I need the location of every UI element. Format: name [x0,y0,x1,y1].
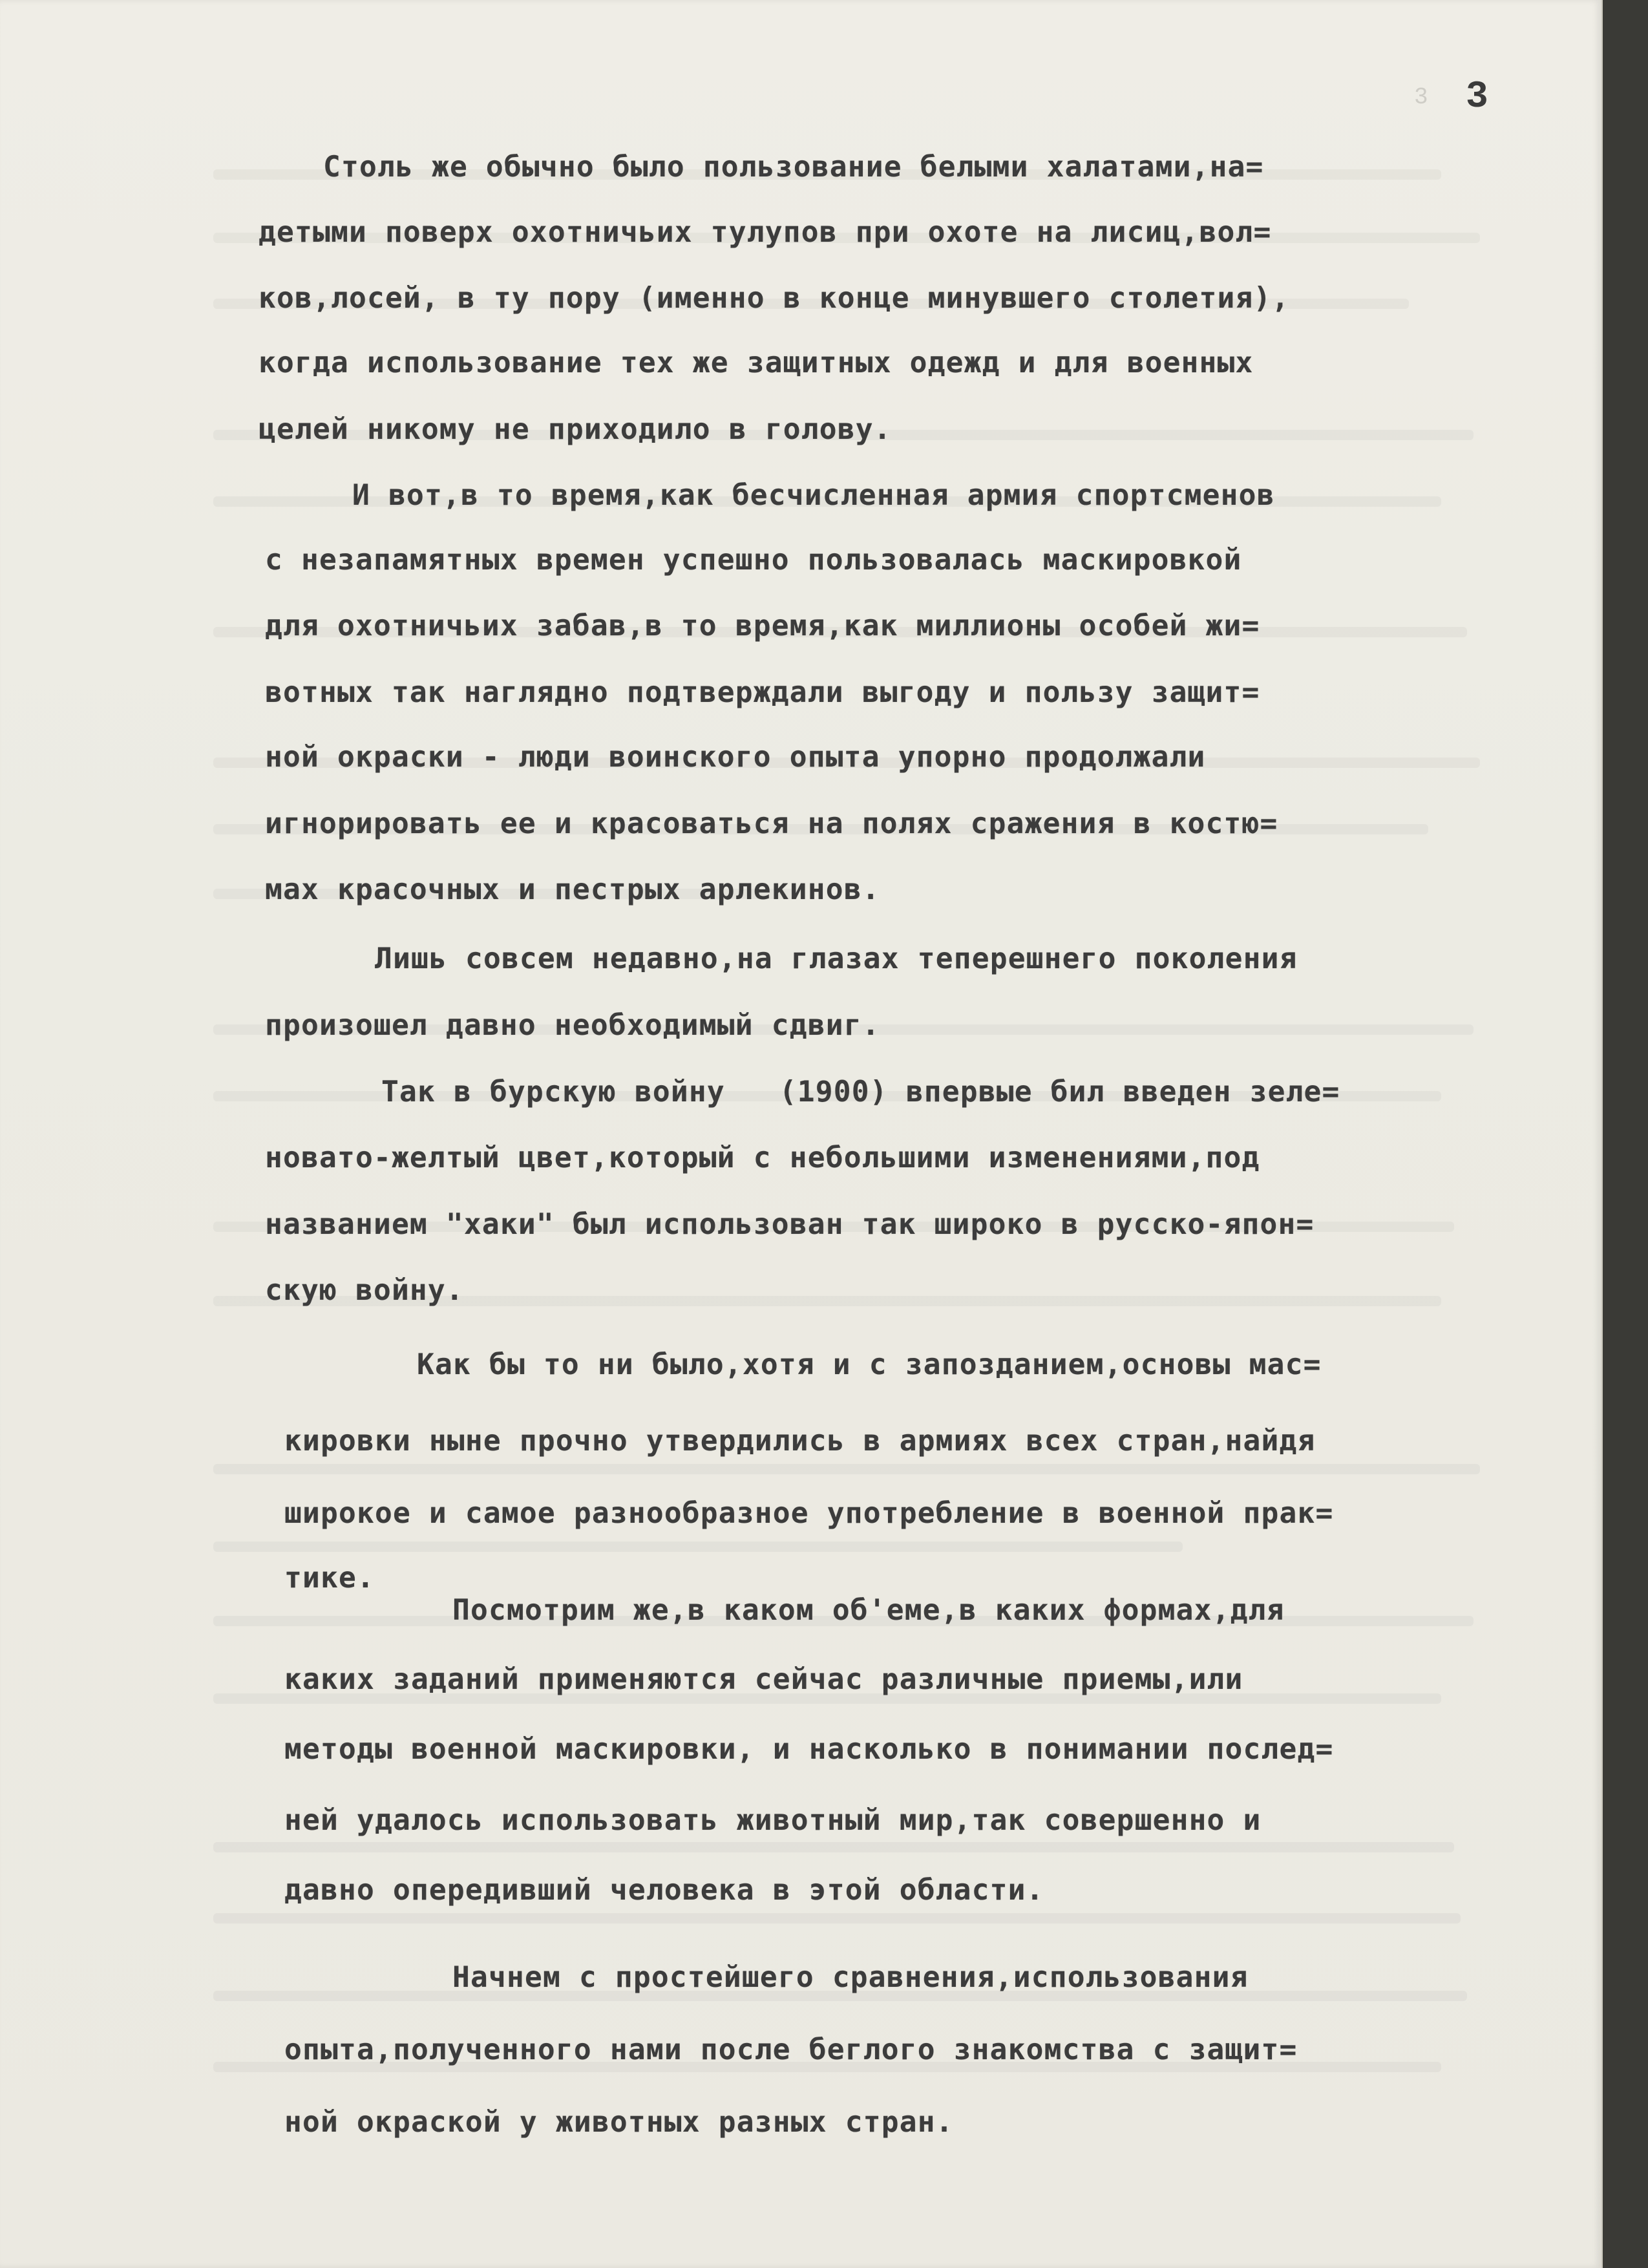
faint-corner-mark: 3 [1414,84,1428,111]
text-line: когда использование тех же защитных одежд и для военных [259,346,1254,379]
text-line: ной окраски - люди воинского опыта упорно продолжали [265,741,1206,774]
text-line: методы военной маскировки, и насколько в понимании послед= [284,1733,1334,1766]
text-line: мах красочных и пестрых арлекинов. [265,873,880,906]
page-edge [1601,0,1603,2268]
text-line: кировки ныне прочно утвердились в армиях всех стран,найдя [284,1425,1316,1457]
text-line: давно опередивший человека в этой области. [284,1874,1044,1907]
text-line: названием "хаки" был использован так широко в русско-япон= [265,1208,1315,1241]
text-line: каких заданий применяются сейчас различные приемы,или [284,1663,1243,1696]
text-line: целей никому не приходило в голову. [259,413,892,446]
text-line: произошел давно необходимый сдвиг. [265,1009,880,1042]
text-line: ков,лосей, в ту пору (именно в конце минувшего столетия), [259,282,1290,315]
text-line: Так в бурскую войну (1900) впервые бил введен зеле= [381,1076,1340,1108]
text-line: игнорировать ее и красоваться на полях сражения в костю= [265,807,1278,840]
text-line: с незапамятных времен успешно пользовалась маскировкой [265,544,1242,577]
text-line: тике. [284,1562,375,1595]
text-line: Столь же обычно было пользование белыми халатами,на= [323,151,1264,184]
text-line: Как бы то ни было,хотя и с запозданием,основы мас= [417,1348,1322,1381]
page-number: 3 [1466,76,1488,118]
text-line: для охотничьих забав,в то время,как миллионы особей жи= [265,609,1260,642]
text-line: Лишь совсем недавно,на глазах теперешнего поколения [375,942,1298,975]
text-line: Начнем с простейшего сравнения,использования [452,1961,1249,1994]
text-line: Посмотрим же,в каком об'еме,в каких формах,для [452,1594,1285,1627]
text-line: ной окраской у животных разных стран. [284,2106,954,2139]
text-line: широкое и самое разнообразное употребление в военной прак= [284,1497,1334,1530]
text-line: ней удалось использовать животный мир,так совершенно и [284,1804,1262,1837]
text-line: детыми поверх охотничьих тулупов при охоте на лисиц,вол= [259,216,1272,249]
text-line: вотных так наглядно подтверждали выгоду и пользу защит= [265,676,1260,709]
text-line: скую войну. [265,1274,464,1307]
text-line: новато-желтый цвет,который с небольшими изменениями,под [265,1141,1260,1174]
text-line: И вот,в то время,как бесчисленная армия спортсменов [352,479,1275,512]
text-line: опыта,полученного нами после беглого знакомства с защит= [284,2033,1298,2066]
